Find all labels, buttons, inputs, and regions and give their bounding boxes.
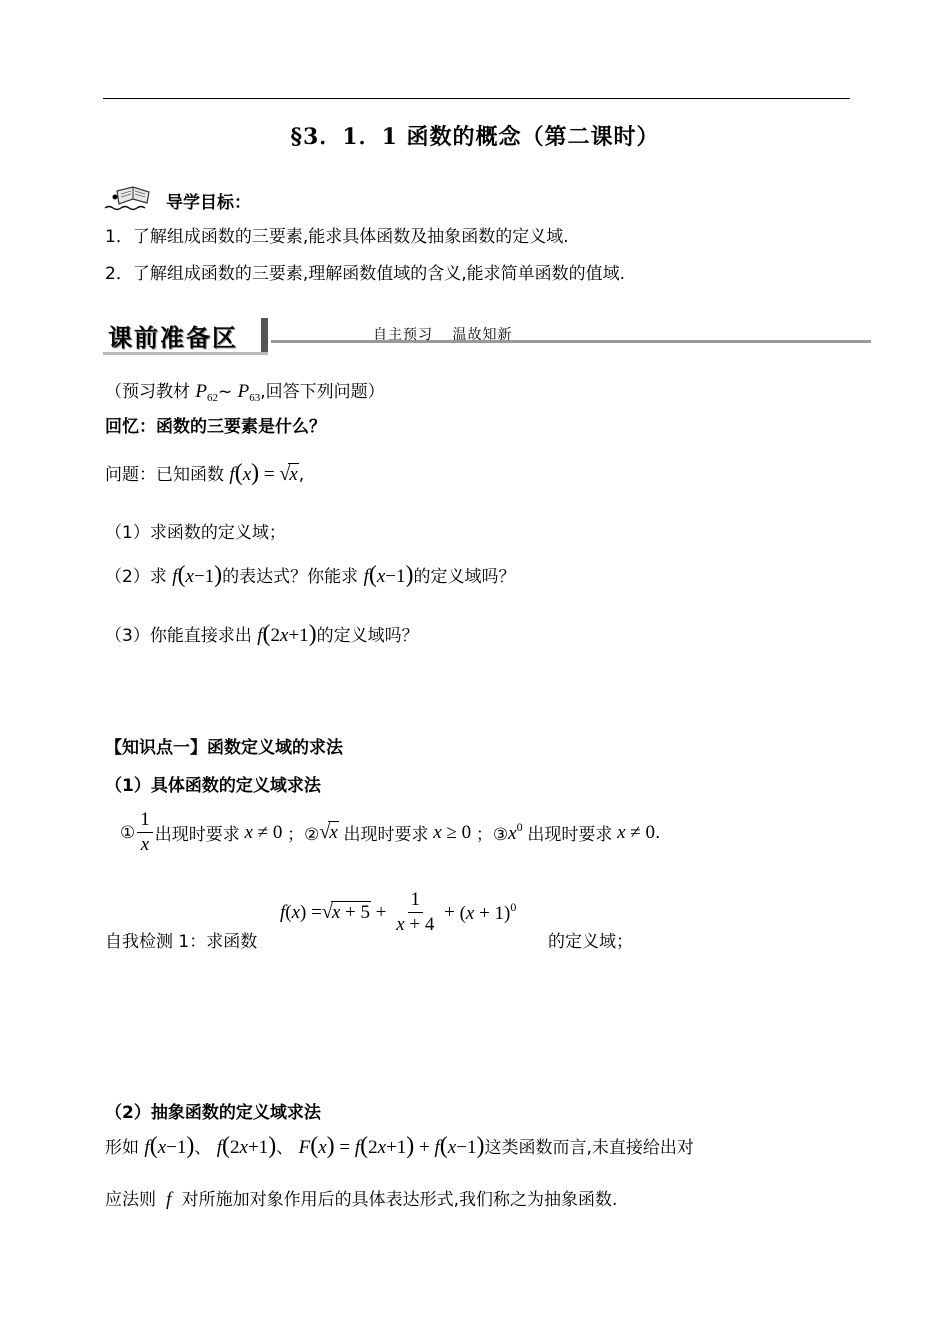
question-1: （1）求函数的定义域； — [105, 523, 286, 543]
formula-f-x-sqrt: f(x) = √x — [229, 460, 298, 486]
header-rule — [103, 98, 850, 99]
formula-x-neq-0: x ≠ 0 — [239, 821, 283, 843]
domain-rules: ① $\frac{1}{x}$ 出现时要求 x ≠ 0 ；② √x 出现时要求 x ≥ 0 ；③ $x^0$ 出现时要求 x ≠ 0 . — [120, 809, 661, 855]
formula-f-2x-plus-1: f(2x+1) — [257, 621, 317, 647]
banner-subtitle: 自主预习 温故知新 — [373, 328, 513, 343]
formula-sqrt-x: √x — [319, 821, 338, 843]
abstract-line-1: 形如 f(x−1)、 f(2x+1)、 F(x) = f(2x+1) + f(x−1)这类函数而言,未直接给出对 — [105, 1133, 694, 1159]
book-icon — [103, 183, 163, 213]
formula-one-over-x: $\frac{1}{x}$ — [137, 808, 153, 857]
goal-item-2: 2．了解组成函数的三要素,理解函数值域的含义,能求简单函数的值域. — [105, 264, 626, 284]
self-check-lead: 自我检测 1：求函数 — [105, 932, 258, 952]
banner-underline — [103, 352, 268, 355]
page-title: §3．1．1 函数的概念（第二课时） — [290, 124, 660, 150]
question-2: （2）求 f(x−1)的表达式？你能求 f(x−1)的定义域吗？ — [105, 562, 516, 588]
kp1-sub2: （2）抽象函数的定义域求法 — [105, 1103, 321, 1123]
formula-f-x-minus-1: f(x−1) — [172, 562, 223, 588]
kp1-heading: 【知识点一】函数定义域的求法 — [105, 738, 343, 758]
recall-question: 回忆：函数的三要素是什么？ — [105, 417, 326, 437]
formula-x-power-0: $x^0$ — [508, 820, 523, 844]
abstract-line-2: 应法则 f 对所施加对象作用后的具体表达形式,我们称之为抽象函数. — [105, 1189, 618, 1210]
formula-f-symbol: f — [161, 1189, 177, 1210]
banner-line — [271, 340, 871, 343]
section-banner — [103, 316, 873, 356]
formula-x-geq-0: x ≥ 0 — [428, 821, 472, 843]
banner-title: 课前准备区 — [108, 324, 238, 352]
formula-f-x-minus-1: f(x−1) — [363, 562, 414, 588]
formula-capital-f: F(x) = f(2x+1) + f(x−1) — [298, 1133, 485, 1159]
formula-self-check: f(x) = √x + 5 + $\frac{1}{x + 4}$ + $(x + 1)^0$ — [280, 889, 517, 935]
formula-x-neq-0: x ≠ 0 — [612, 821, 655, 843]
goal-item-1: 1．了解组成函数的三要素,能求具体函数及抽象函数的定义域. — [105, 227, 569, 247]
formula-f-2x-plus-1: f(2x+1) — [216, 1133, 277, 1159]
banner-bar — [261, 318, 268, 352]
question-3: （3）你能直接求出 f(2x+1)的定义域吗？ — [105, 621, 419, 647]
goals-heading: 导学目标： — [166, 193, 251, 213]
kp1-sub1: （1）具体函数的定义域求法 — [105, 776, 321, 796]
formula-f-x-minus-1: f(x−1) — [144, 1133, 195, 1159]
preview-note: （预习教材 $P_{62}\sim$ $P_{63}$,回答下列问题） — [105, 381, 385, 404]
problem-line: 问题：已知函数 f(x) = √x, — [105, 460, 305, 486]
self-check-tail: 的定义域； — [548, 932, 633, 952]
